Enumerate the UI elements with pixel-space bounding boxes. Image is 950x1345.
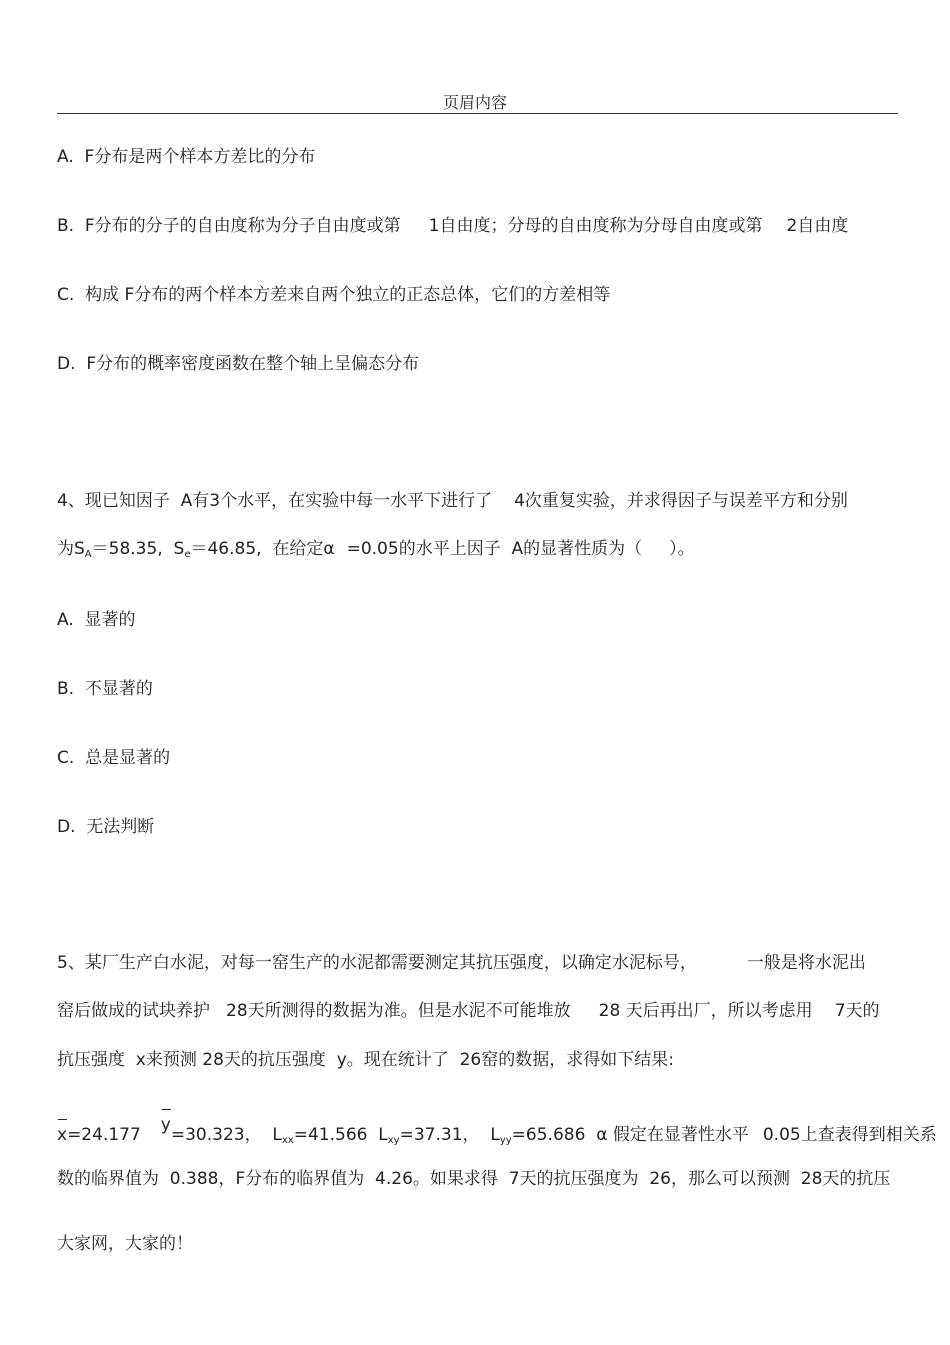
q5-results-line	[57, 1115, 937, 1152]
option-text: F分布的概率密度函数在整个轴上呈偏态分布	[86, 354, 420, 374]
option-letter: B.	[57, 679, 75, 699]
lxy-subscript: xy	[387, 1135, 400, 1146]
q3-option-c	[57, 284, 610, 306]
option-text: 总是显著的	[85, 748, 171, 768]
q4-option-c	[57, 747, 170, 769]
q3-option-a	[57, 146, 315, 168]
lyy-value: =65.686	[511, 1125, 586, 1145]
lxx-label: L	[272, 1125, 282, 1145]
lxx-subscript: xx	[281, 1135, 294, 1146]
page-footer: 大家网，大家的！	[57, 1234, 193, 1254]
q5-stem-text: 数的临界值为 0.388，F分布的临界值为 4.26。如果求得 7天的抗压强度为 26，那么可以预测 28天的抗压	[57, 1169, 891, 1189]
q4-stem-line-1	[57, 490, 848, 512]
lxy-label: L	[378, 1125, 388, 1145]
option-text: 显著的	[84, 610, 136, 630]
q4-option-a	[57, 609, 136, 631]
option-letter: A.	[57, 147, 74, 167]
option-text-part-b: 1自由度；分母的自由度称为分母自由度或第	[428, 216, 763, 236]
lyy-subscript: yy	[499, 1135, 512, 1146]
lxx-value: =41.566	[293, 1125, 368, 1145]
q5-stem-line-5	[57, 1168, 890, 1190]
separator: ,	[157, 539, 163, 559]
q4-stem-part-b: 4次重复实验，并求得因子与误差平方和分别	[514, 491, 848, 511]
q5-stem-part-c: 28 天后再出厂，所以考虑用	[598, 1001, 813, 1021]
q5-stem-part-b: 一般是将水泥出	[746, 953, 866, 973]
q5-significance-text: α 假定在显著性水平	[596, 1125, 749, 1145]
option-text: F分布是两个样本方差比的分布	[84, 147, 316, 167]
header-divider	[57, 113, 898, 114]
q5-stem-line-3	[57, 1049, 674, 1071]
alpha-label: 在给定α	[272, 539, 335, 559]
option-letter: D.	[57, 354, 76, 374]
x-bar-value: =24.177	[67, 1125, 141, 1145]
y-bar-value: =30.323，	[170, 1125, 262, 1145]
option-text-part-c: 2自由度	[786, 216, 849, 236]
page-header-title: 页眉内容	[442, 93, 507, 112]
se-subscript: e	[184, 549, 191, 560]
x-bar-symbol: x	[57, 1125, 68, 1145]
se-value: ＝46.85	[190, 539, 257, 559]
q4-stem-line-2	[57, 538, 695, 566]
separator: ,	[256, 539, 262, 559]
q3-option-b	[57, 215, 848, 237]
option-letter: D.	[57, 817, 76, 837]
q4-option-b	[57, 678, 153, 700]
sa-label: 为S	[57, 539, 85, 559]
sa-value: ＝58.35	[91, 539, 158, 559]
q5-critical-text: 0.05上查表得到相关系	[762, 1125, 937, 1145]
q5-stem-part-b: 28天所测得的数据为准。但是水泥不可能堆放	[226, 1001, 571, 1021]
option-letter: C.	[57, 748, 75, 768]
q5-stem-text: 抗压强度 x来预测 28天的抗压强度 y。现在统计了 26窑的数据，求得如下结果:	[57, 1050, 674, 1070]
lxy-value: =37.31，	[399, 1125, 480, 1145]
q4-stem-tail: =0.05的水平上因子 A的显著性质为（ ）。	[346, 539, 695, 559]
lyy-label: L	[490, 1125, 500, 1145]
option-letter: C.	[57, 285, 75, 305]
se-label: S	[173, 539, 185, 559]
q3-option-d	[57, 353, 419, 375]
option-text: 无法判断	[86, 817, 155, 837]
sa-subscript: A	[84, 549, 92, 560]
q4-option-d	[57, 816, 154, 838]
q5-stem-part-a: 5、某厂生产白水泥，对每一窑生产的水泥都需要测定其抗压强度，以确定水泥标号，	[57, 953, 697, 973]
q4-stem-part-a: 4、现已知因子 A有3个水平，在实验中每一水平下进行了	[57, 491, 493, 511]
option-letter: B.	[57, 216, 75, 236]
q5-stem-part-a: 窑后做成的试块养护	[57, 1001, 210, 1021]
option-text: 不显著的	[84, 679, 153, 699]
q5-stem-line-2	[57, 1000, 880, 1022]
option-letter: A.	[57, 610, 74, 630]
y-bar-symbol: y	[160, 1115, 171, 1135]
option-text-part-a: F分布的分子的自由度称为分子自由度或第	[84, 216, 401, 236]
q5-stem-line-1	[57, 952, 866, 974]
option-text: 构成 F分布的两个样本方差来自两个独立的正态总体，它们的方差相等	[85, 285, 611, 305]
q5-stem-part-d: 7天的	[834, 1001, 880, 1021]
